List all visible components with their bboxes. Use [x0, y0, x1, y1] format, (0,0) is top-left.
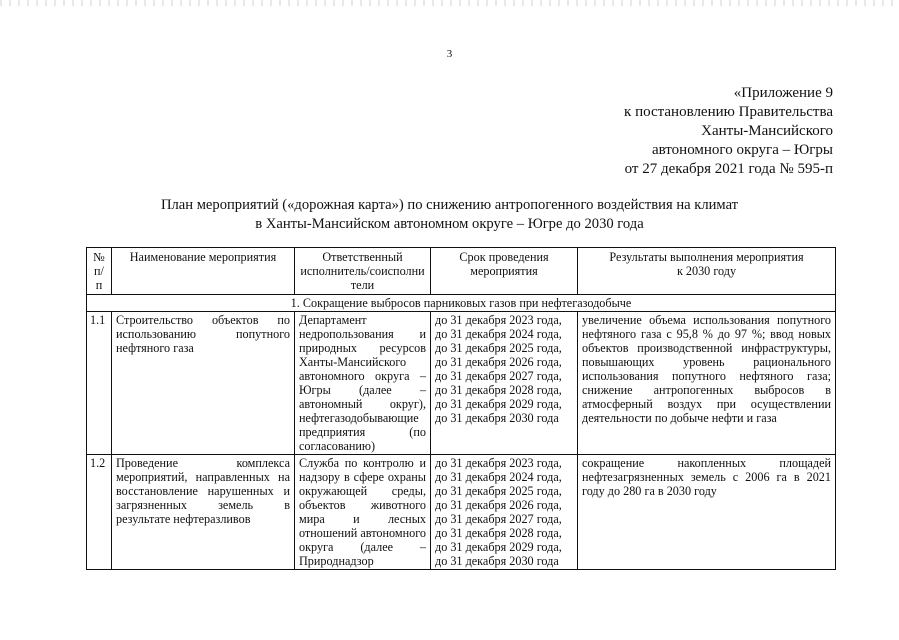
- row-name: Строительство объектов по использованию попутного нефтяного газа: [112, 312, 295, 455]
- header-executor-line: тели: [350, 278, 375, 292]
- header-num-line: №: [93, 250, 105, 264]
- deadline-item: до 31 декабря 2027 года,: [435, 369, 562, 383]
- header-num-line: п/: [94, 264, 104, 278]
- row-executor: Служба по контролю и надзору в сфере охраны окружающей среды, объектов животного мира и лесных отношений автономного округа (далее – Природнадзор: [295, 455, 431, 570]
- deadline-item: до 31 декабря 2030 года: [435, 411, 559, 425]
- section-title: 1. Сокращение выбросов парниковых газов при нефтегазодобыче: [87, 295, 836, 312]
- row-deadlines: [431, 312, 578, 455]
- header-executor-line: Ответственный: [322, 250, 403, 264]
- header-num: [87, 248, 112, 295]
- appendix-line: к постановлению Правительства: [624, 104, 833, 120]
- row-results: увеличение объема использования попутного нефтяного газа с 95,8 % до 97 %; ввод новых объектов производственной инфраструктуры, повышающих уровень рационального использования попутного нефтяного газа; снижение антропогенных выбросов в атмосферный воздух при осуществлении деятельности по добыче нефти и газа: [578, 312, 836, 455]
- plan-title-line-2: в Ханты-Мансийском автономном округе – Югре до 2030 года: [255, 216, 644, 232]
- header-num-line: п: [95, 278, 103, 292]
- section-row: [87, 295, 836, 312]
- plan-table: [86, 247, 836, 570]
- appendix-line: автономного округа – Югры: [651, 142, 833, 158]
- plan-title-line-1: План мероприятий («дорожная карта») по снижению антропогенного воздействия на климат: [160, 197, 739, 213]
- deadline-item: до 31 декабря 2025 года,: [435, 484, 562, 498]
- scan-edge-artifact: [0, 0, 899, 6]
- table-row: [87, 312, 836, 455]
- header-results-line: Результаты выполнения мероприятия: [609, 250, 804, 264]
- deadline-item: до 31 декабря 2030 года: [435, 554, 559, 568]
- deadline-item: до 31 декабря 2024 года,: [435, 470, 562, 484]
- row-name: Проведение комплекса мероприятий, направленных на восстановление нарушенных и загрязненных земель в результате нефтеразливов: [112, 455, 295, 570]
- row-results: сокращение накопленных площадей нефтезагрязненных земель с 2006 га в 2021 году до 280 га в 2030 году: [578, 455, 836, 570]
- deadline-item: до 31 декабря 2029 года,: [435, 397, 562, 411]
- table-header-row: [87, 248, 836, 295]
- plan-title: [0, 196, 899, 234]
- deadline-item: до 31 декабря 2026 года,: [435, 355, 562, 369]
- deadline-item: до 31 декабря 2028 года,: [435, 383, 562, 397]
- page-number: 3: [446, 48, 453, 60]
- row-num: 1.2: [87, 455, 112, 570]
- row-deadlines: [431, 455, 578, 570]
- deadline-item: до 31 декабря 2026 года,: [435, 498, 562, 512]
- header-results: [578, 248, 836, 295]
- header-deadline-line: Срок проведения: [459, 250, 549, 264]
- appendix-line: от 27 декабря 2021 года № 595-п: [624, 161, 833, 177]
- header-deadline: [431, 248, 578, 295]
- row-num: 1.1: [87, 312, 112, 455]
- header-executor-line: исполнитель/соисполни: [300, 264, 425, 278]
- row-executor: Департамент недропользования и природных ресурсов Ханты-Мансийского автономного округа – Югры (далее – автономный округ), нефтегазодобывающие предприятия (по согласованию): [295, 312, 431, 455]
- appendix-line: «Приложение 9: [733, 85, 833, 101]
- header-name: Наименование мероприятия: [112, 248, 295, 295]
- deadline-item: до 31 декабря 2024 года,: [435, 327, 562, 341]
- deadline-item: до 31 декабря 2027 года,: [435, 512, 562, 526]
- appendix-block: [624, 84, 833, 179]
- appendix-line: Ханты-Мансийского: [701, 123, 833, 139]
- header-results-line: к 2030 году: [676, 264, 737, 278]
- deadline-item: до 31 декабря 2023 года,: [435, 456, 562, 470]
- deadline-item: до 31 декабря 2025 года,: [435, 341, 562, 355]
- header-deadline-line: мероприятия: [470, 264, 538, 278]
- deadline-item: до 31 декабря 2028 года,: [435, 526, 562, 540]
- deadline-item: до 31 декабря 2029 года,: [435, 540, 562, 554]
- deadline-item: до 31 декабря 2023 года,: [435, 313, 562, 327]
- table-row: [87, 455, 836, 570]
- header-executor: [295, 248, 431, 295]
